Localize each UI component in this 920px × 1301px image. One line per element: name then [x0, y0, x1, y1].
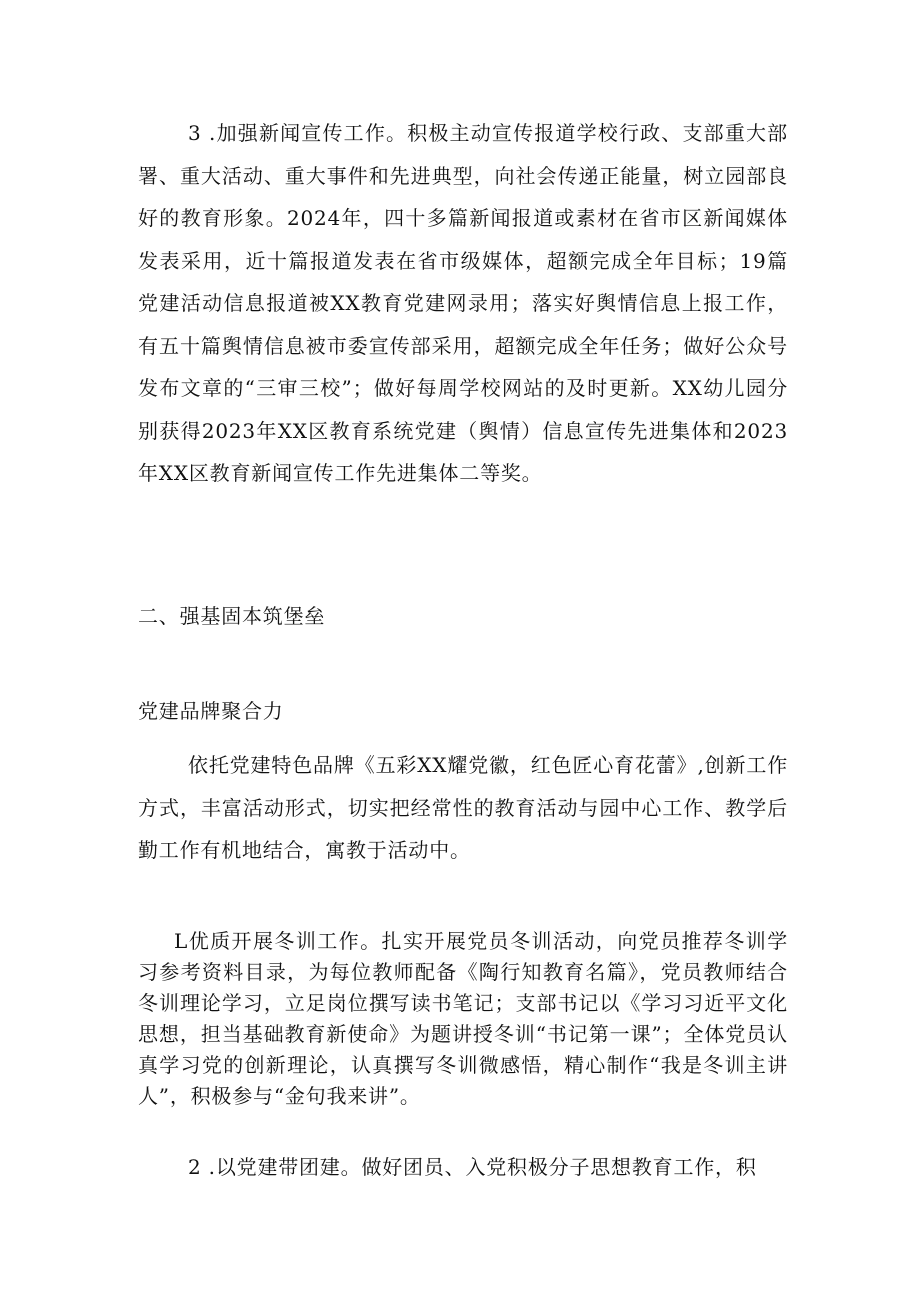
paragraph-winter-training: L优质开展冬训工作。扎实开展党员冬训活动，向党员推荐冬训学习参考资料目录，为每位教师配备《陶行知教育名篇》，党员教师结合冬训理论学习，立足岗位撰写读书笔记；支部书记以《学习习近平文化思想，担当基础教育新使命》为题讲授冬训“书记第一课”；全体党员认真学习党的创新理论，认真撰写冬训微感悟，精心制作“我是冬训主讲人”，积极参与“金句我来讲”。: [138, 929, 788, 1108]
paragraph-party-league: 2 .以党建带团建。做好团员、入党积极分子思想教育工作，积: [188, 1155, 757, 1179]
paragraph-party-brand: 依托党建特色品牌《五彩XX耀党徽，红色匠心育花蕾》,创新工作方式，丰富活动形式，切实把经常性的教育活动与园中心工作、教学后勤工作有机地结合，寓教于活动中。: [138, 753, 788, 862]
section-heading: 二、强基固本筑堡垒: [138, 604, 326, 628]
paragraph-news-publicity: 3 .加强新闻宣传工作。积极主动宣传报道学校行政、支部重大部署、重大活动、重大事件和先进典型，向社会传递正能量，树立园部良好的教育形象。2024年，四十多篇新闻报道或素材在省市区新闻媒体发表采用，近十篇报道发表在省市级媒体，超额完成全年目标；19篇党建活动信息报道被XX教育党建网录用；落实好舆情信息上报工作，有五十篇舆情信息被市委宣传部采用，超额完成全年任务；做好公众号发布文章的“三审三校”；做好每周学校网站的及时更新。XX幼儿园分别获得2023年XX区教育系统党建（舆情）信息宣传先进集体和2023年XX区教育新闻宣传工作先进集体二等奖。: [138, 121, 788, 485]
subsection-heading: 党建品牌聚合力: [138, 699, 284, 723]
